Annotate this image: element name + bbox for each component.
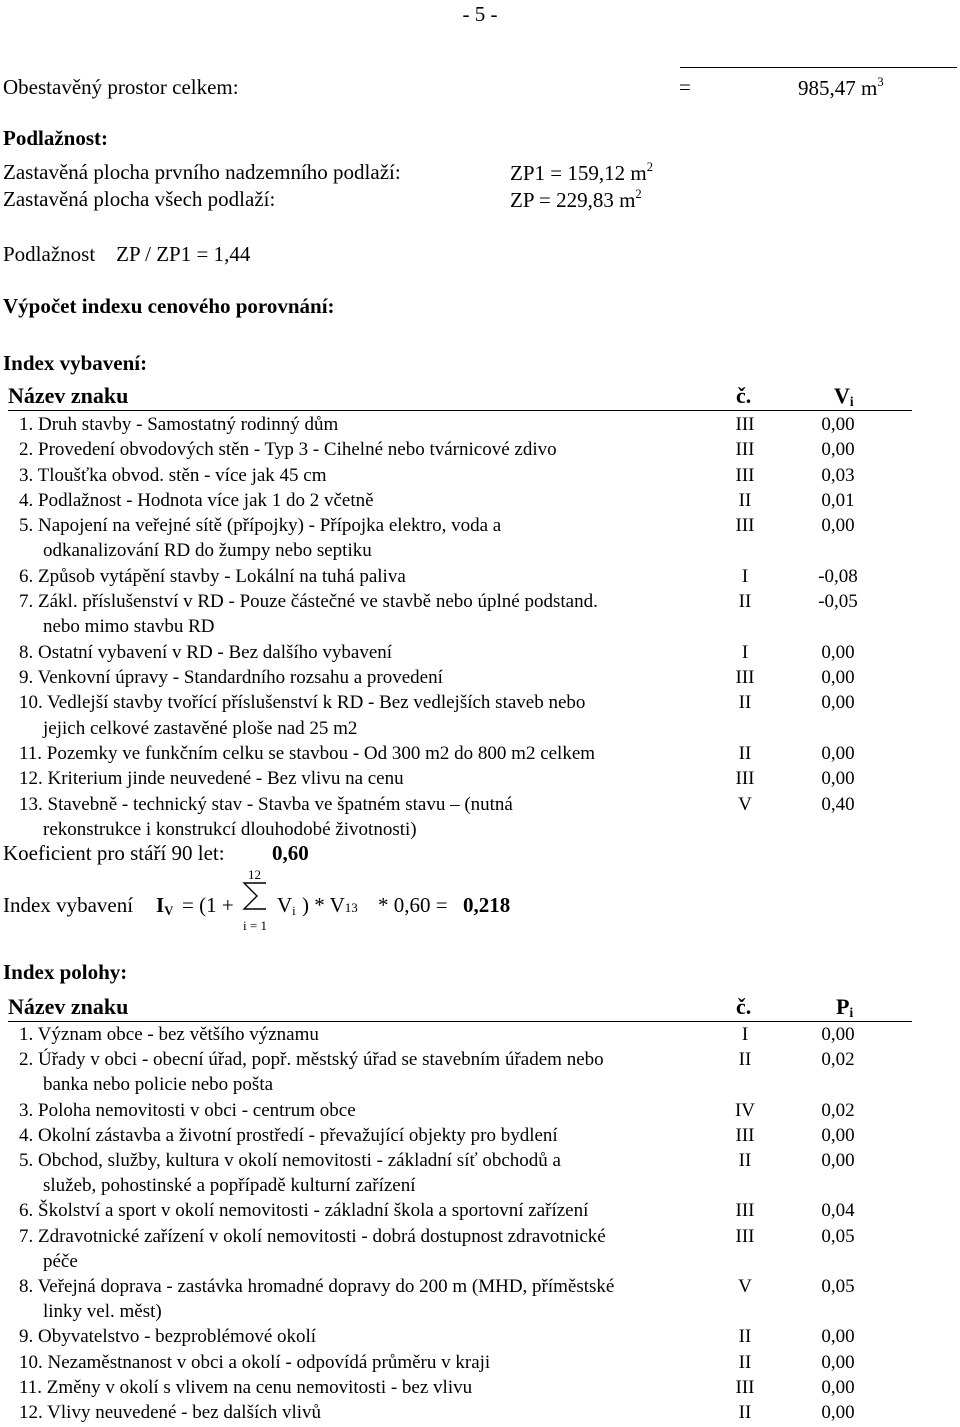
row-text	[19, 1123, 558, 1148]
row-number: 7.	[19, 1225, 34, 1247]
row-value: 0,00	[821, 1124, 855, 1146]
floor-ratio-result: Podlažnost ZP / ZP1 = 1,44	[3, 242, 251, 266]
table-row	[0, 1022, 960, 1047]
row-text	[19, 665, 443, 690]
row-label: Vedlejší stavby tvořící příslušenství k RD - Bez vedlejších staveb nebo	[47, 692, 586, 714]
row-value: 0,00	[821, 1351, 855, 1373]
row-label-continued: banka nebo policie nebo pošta	[43, 1074, 274, 1096]
row-class: I	[741, 641, 749, 663]
row-value: 0,03	[821, 464, 855, 486]
table-row	[0, 488, 960, 513]
row-text	[19, 1224, 606, 1249]
table-row	[0, 640, 960, 665]
row-value: 0,02	[821, 1049, 855, 1071]
formula-open: = (1 +	[182, 893, 234, 917]
formula-close: ) * V13	[302, 893, 358, 917]
equipment-header-rule	[8, 410, 912, 411]
zp-sup: 2	[635, 187, 642, 201]
row-text	[19, 1324, 316, 1349]
row-value: 0,00	[821, 515, 855, 537]
formula-iv: $I_V$	[156, 893, 174, 918]
row-label: Napojení na veřejné sítě (přípojky) - Přípojka elektro, voda a	[38, 515, 502, 537]
equipment-col-class: č.	[736, 383, 752, 408]
row-number: 6.	[19, 565, 34, 587]
row-class: V	[738, 793, 752, 815]
row-label: Druh stavby - Samostatný rodinný dům	[38, 414, 339, 435]
row-class: I	[741, 565, 749, 587]
table-row	[0, 463, 960, 488]
formula-times: * 0,60 =	[378, 893, 448, 917]
row-number: 7.	[19, 591, 34, 613]
equipment-col-value: $V_i$	[834, 383, 854, 409]
row-text	[19, 412, 338, 437]
table-row	[0, 1224, 960, 1272]
age-coef-label: Koeficient pro stáří 90 let:	[3, 841, 225, 865]
zp1-sup: 2	[646, 160, 653, 174]
row-number: 2.	[19, 439, 34, 461]
row-text	[19, 690, 585, 715]
table-row	[0, 766, 960, 791]
row-label: Podlažnost - Hodnota více jak 1 do 2 včetně	[38, 489, 374, 511]
row-text	[19, 741, 595, 766]
age-coef-value: 0,60	[272, 841, 309, 865]
row-text	[19, 437, 557, 462]
formula-sum-lower: i = 1	[243, 918, 267, 933]
table-row	[0, 690, 960, 739]
table-row	[0, 1047, 960, 1096]
formula-sum-upper: 12	[248, 867, 261, 882]
row-label-continued: odkanalizování RD do žumpy nebo septiku	[43, 540, 372, 562]
row-label: Tloušťka obvod. stěn - více jak 45 cm	[37, 464, 327, 486]
table-row	[0, 589, 960, 638]
table-row	[0, 1098, 960, 1123]
row-value: 0,00	[821, 742, 855, 764]
row-number: 11.	[19, 1376, 43, 1398]
table-row	[0, 1350, 960, 1375]
row-number: 5.	[19, 515, 34, 537]
row-value: 0,00	[821, 641, 855, 663]
row-class: II	[738, 742, 752, 764]
row-class: III	[735, 1225, 755, 1247]
row-value: -0,08	[818, 565, 858, 587]
row-label: Ostatní vybavení v RD - Bez dalšího vybavení	[38, 641, 393, 663]
location-heading: Index polohy:	[3, 960, 128, 984]
row-number: 2.	[19, 1049, 34, 1071]
row-value: 0,40	[821, 793, 855, 815]
table-row	[0, 513, 960, 562]
row-label-continued: linky vel. měst)	[43, 1301, 162, 1323]
row-label: Zákl. příslušenství v RD - Pouze částečné ve stavbě nebo úplné podstand.	[38, 591, 598, 613]
row-label: Okolní zástavba a životní prostředí - převažující objekty pro bydlení	[38, 1124, 558, 1146]
row-number: 1.	[19, 414, 34, 435]
row-value: 0,04	[821, 1200, 855, 1222]
row-label-continued: nebo mimo stavbu RD	[43, 616, 215, 638]
table-row	[0, 1324, 960, 1349]
row-class: II	[738, 1049, 752, 1071]
row-value: 0,00	[821, 414, 855, 435]
table-row	[0, 741, 960, 766]
row-class: II	[738, 489, 752, 511]
row-label-continued: služeb, pohostinské a popřípadě kulturní zařízení	[43, 1175, 416, 1197]
row-label: Nezaměstnanost v obci a okolí - odpovídá průměru v kraji	[47, 1351, 491, 1373]
table-row	[0, 665, 960, 690]
row-label: Zdravotnické zařízení v okolí nemovitosti - dobrá dostupnost zdravotnické	[38, 1225, 606, 1247]
row-class: II	[738, 692, 752, 714]
row-class: III	[735, 515, 755, 537]
row-value: 0,05	[821, 1276, 855, 1297]
formula-result: 0,218	[463, 893, 511, 917]
row-text	[19, 1148, 561, 1173]
floor-ratio-heading: Podlažnost:	[3, 126, 108, 150]
row-class: III	[735, 1200, 755, 1222]
built-space-value: 985,47 $m^3$	[798, 75, 884, 100]
row-number: 12.	[19, 768, 43, 790]
row-value: 0,02	[821, 1099, 855, 1121]
row-text	[19, 1400, 321, 1425]
row-label: Veřejná doprava - zastávka hromadné dopravy do 200 m (MHD, příměstské	[37, 1276, 615, 1297]
table-row	[0, 792, 960, 840]
row-label-continued: péče	[43, 1250, 78, 1272]
row-label: Stavebně - technický stav - Stavba ve špatném stavu – (nutná	[47, 793, 513, 815]
zp-label: Zastavěná plocha všech podlaží:	[3, 187, 276, 211]
row-value: 0,00	[821, 692, 855, 714]
row-label: Význam obce - bez většího významu	[37, 1024, 319, 1045]
row-number: 10.	[19, 692, 43, 714]
row-text	[19, 1047, 604, 1072]
row-class: III	[735, 667, 755, 688]
sum-icon	[240, 878, 270, 914]
formula-vi: $V_i$	[277, 893, 296, 918]
location-col-value: $P_i$	[836, 994, 854, 1020]
row-class: III	[735, 414, 755, 435]
row-number: 1.	[19, 1024, 34, 1045]
row-value: 0,00	[821, 1402, 855, 1423]
row-text	[19, 766, 404, 791]
formula-label: Index vybavení	[3, 893, 134, 917]
table-row	[0, 437, 960, 462]
row-class: III	[735, 1124, 755, 1146]
row-number: 8.	[19, 641, 34, 663]
divider-line	[680, 67, 957, 68]
built-space-label: Obestavěný prostor celkem:	[3, 75, 239, 99]
table-row	[0, 1274, 960, 1323]
row-text	[19, 1274, 614, 1299]
built-space-unit-sup: 3	[877, 75, 884, 89]
row-number: 9.	[19, 667, 34, 688]
row-number: 6.	[19, 1200, 34, 1222]
price-index-heading: Výpočet indexu cenového porovnání:	[3, 294, 335, 318]
row-number: 5.	[19, 1150, 34, 1171]
row-number: 13.	[19, 793, 43, 815]
row-label-continued: rekonstrukce i konstrukcí dlouhodobé životnosti)	[43, 818, 417, 840]
row-value: -0,05	[818, 591, 858, 613]
location-col-name: Název znaku	[8, 994, 129, 1019]
row-value: 0,00	[821, 1150, 855, 1171]
row-value: 0,00	[821, 667, 855, 688]
zp1-value: ZP1 = 159,12 $m^2$	[510, 160, 653, 185]
row-text	[19, 589, 598, 614]
row-label: Změny v okolí s vlivem na cenu nemovitosti - bez vlivu	[46, 1376, 473, 1398]
row-class: V	[738, 1276, 752, 1297]
row-number: 4.	[19, 489, 34, 511]
row-label: Obchod, služby, kultura v okolí nemovitosti - základní síť obchodů a	[38, 1150, 561, 1171]
row-text	[19, 1375, 472, 1400]
row-text	[19, 1022, 319, 1047]
row-number: 11.	[19, 742, 43, 764]
row-class: III	[735, 464, 755, 486]
row-text	[19, 640, 392, 665]
zp-value: ZP = 229,83 $m^2$	[510, 187, 642, 212]
row-class: II	[738, 1326, 752, 1348]
row-number: 8.	[19, 1276, 34, 1297]
row-class: II	[738, 1150, 752, 1171]
row-class: IV	[734, 1099, 756, 1121]
row-class: III	[735, 1376, 755, 1398]
row-value: 0,00	[821, 768, 855, 790]
row-text	[19, 564, 406, 589]
row-label: Poloha nemovitosti v obci - centrum obce	[38, 1099, 356, 1121]
row-number: 12.	[19, 1402, 43, 1423]
row-class: III	[735, 439, 755, 461]
row-label: Kriterium jinde neuvedené - Bez vlivu na cenu	[47, 768, 404, 790]
row-value: 0,05	[821, 1225, 855, 1247]
row-number: 3.	[19, 464, 34, 486]
row-label: Venkovní úpravy - Standardního rozsahu a provedení	[37, 667, 443, 688]
row-class: III	[735, 768, 755, 790]
row-text	[19, 1098, 356, 1123]
row-value: 0,01	[821, 489, 855, 511]
row-label: Pozemky ve funkčním celku se stavbou - Od 300 m2 do 800 m2 celkem	[46, 742, 596, 764]
row-class: II	[738, 1402, 752, 1423]
row-class: II	[738, 591, 752, 613]
location-col-class: č.	[736, 994, 752, 1019]
row-number: 4.	[19, 1124, 34, 1146]
row-text	[19, 792, 513, 817]
row-number: 3.	[19, 1099, 34, 1121]
row-label: Způsob vytápění stavby - Lokální na tuhá paliva	[38, 565, 406, 587]
row-class: II	[738, 1351, 752, 1373]
equipment-heading: Index vybavení:	[3, 351, 148, 375]
row-text	[19, 1350, 490, 1375]
row-value: 0,00	[821, 1376, 855, 1398]
row-value: 0,00	[821, 1326, 855, 1348]
table-row	[0, 1123, 960, 1148]
table-row	[0, 1375, 960, 1400]
built-space-equals: =	[679, 75, 691, 99]
row-label: Obyvatelstvo - bezproblémové okolí	[38, 1326, 317, 1348]
table-row	[0, 1400, 960, 1425]
table-row	[0, 1198, 960, 1223]
row-label: Vlivy neuvedené - bez dalších vlivů	[47, 1402, 322, 1423]
table-row	[0, 1148, 960, 1197]
row-number: 9.	[19, 1326, 34, 1348]
row-text	[19, 1198, 588, 1223]
table-row	[0, 564, 960, 589]
row-label: Školství a sport v okolí nemovitosti - základní škola a sportovní zařízení	[38, 1200, 589, 1222]
zp1-label: Zastavěná plocha prvního nadzemního podlaží:	[3, 160, 401, 184]
row-number: 10.	[19, 1351, 43, 1373]
row-value: 0,00	[821, 1024, 855, 1045]
row-class: I	[741, 1024, 749, 1045]
row-text	[19, 463, 327, 488]
row-label: Úřady v obci - obecní úřad, popř. městský úřad se stavebním úřadem nebo	[38, 1049, 604, 1071]
row-text	[19, 488, 374, 513]
table-row	[0, 412, 960, 437]
row-text	[19, 513, 501, 538]
row-label: Provedení obvodových stěn - Typ 3 - Cihelné nebo tvárnicové zdivo	[38, 439, 557, 461]
equipment-col-name: Název znaku	[8, 383, 129, 408]
row-value: 0,00	[821, 439, 855, 461]
page-number: - 5 -	[462, 2, 498, 26]
row-label-continued: jejich celkové zastavěné ploše nad 25 m2	[43, 717, 358, 739]
